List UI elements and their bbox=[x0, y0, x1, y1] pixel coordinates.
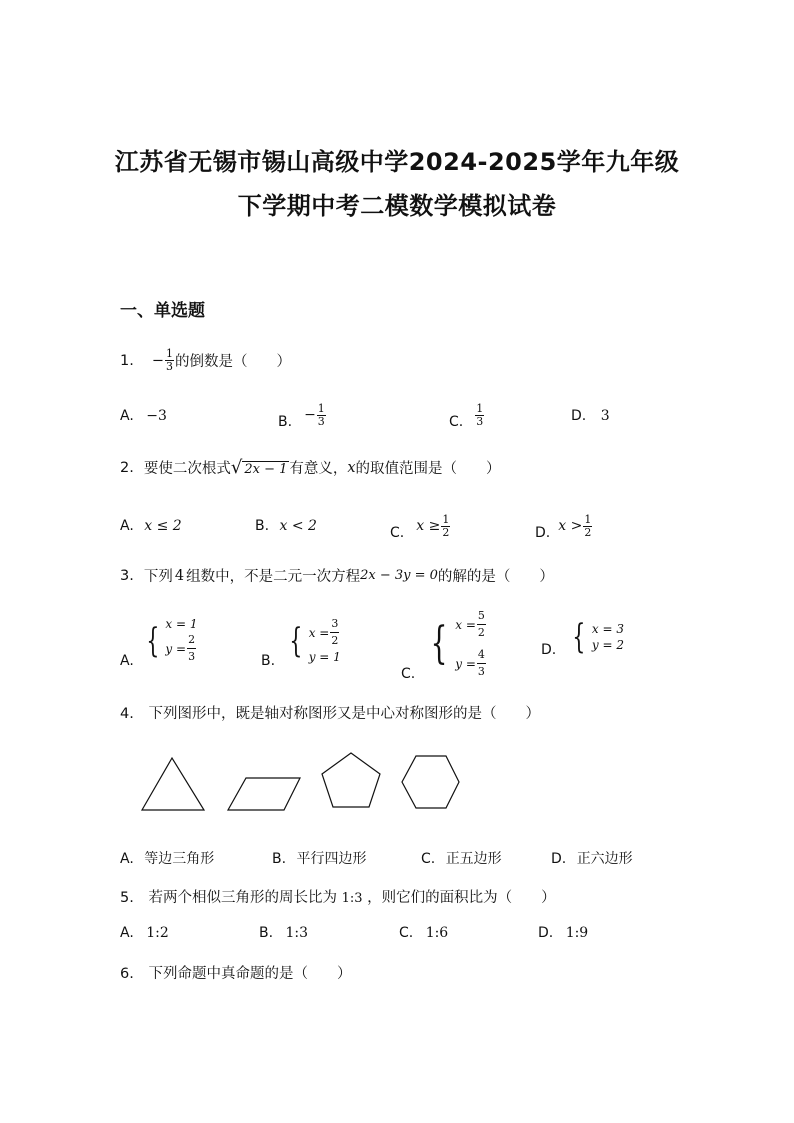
option-value: 1:3 bbox=[285, 925, 309, 941]
system-line bbox=[165, 632, 197, 665]
option-label: C. bbox=[421, 851, 436, 867]
fraction-numerator: 1 bbox=[584, 512, 592, 526]
math-fraction bbox=[317, 403, 326, 428]
math-variable: x bbox=[347, 459, 356, 476]
equation-system bbox=[568, 617, 624, 657]
system-lines bbox=[592, 621, 624, 653]
q4-option-d bbox=[551, 848, 633, 868]
option-value: x ≤ 2 bbox=[144, 518, 182, 534]
q2-option-d bbox=[535, 511, 593, 541]
fraction-denominator: 3 bbox=[188, 650, 196, 663]
q5-option-d bbox=[538, 925, 588, 941]
question-text: 若两个相似三角形的周长比为 bbox=[148, 890, 337, 906]
math-fraction bbox=[583, 514, 592, 539]
q5-option-a bbox=[120, 925, 169, 941]
question-number: 5. bbox=[120, 890, 134, 906]
q1-option-c bbox=[449, 400, 485, 430]
fraction-numerator: 3 bbox=[330, 616, 339, 633]
shapes-figure bbox=[120, 748, 480, 818]
system-line bbox=[455, 647, 487, 680]
triangle-icon bbox=[142, 758, 204, 810]
option-label: C. bbox=[449, 414, 464, 430]
fraction-denominator: 3 bbox=[166, 360, 173, 373]
question-6 bbox=[120, 962, 351, 983]
question-3 bbox=[120, 565, 554, 586]
q4-option-a bbox=[120, 848, 214, 868]
math-number: 4 bbox=[174, 567, 185, 584]
question-5 bbox=[120, 886, 556, 907]
option-value: 1:2 bbox=[146, 925, 169, 941]
option-value: 正六边形 bbox=[576, 851, 633, 867]
radicand: 2x − 1 bbox=[244, 461, 288, 477]
equation-system bbox=[285, 616, 341, 665]
question-number: 6. bbox=[120, 966, 134, 982]
q1-option-b bbox=[278, 400, 327, 430]
option-label: D. bbox=[538, 925, 554, 941]
fraction-denominator: 2 bbox=[442, 525, 450, 539]
fraction-numerator: 1 bbox=[317, 401, 325, 415]
option-value: 等边三角形 bbox=[144, 851, 215, 867]
system-lines bbox=[309, 616, 341, 665]
q5-option-c bbox=[399, 925, 448, 941]
math-sign: − bbox=[151, 352, 164, 369]
fraction-denominator: 3 bbox=[476, 414, 484, 428]
fraction-numerator: 1 bbox=[476, 401, 484, 415]
option-value: x > bbox=[558, 518, 583, 534]
fraction-numerator: 5 bbox=[477, 608, 486, 625]
fraction-numerator: 4 bbox=[477, 647, 486, 664]
page-title-line2: 下学期中考二模数学模拟试卷 bbox=[237, 192, 557, 220]
system-line-prefix: y = bbox=[455, 656, 476, 671]
q3-option-a bbox=[120, 616, 198, 669]
q5-option-b bbox=[259, 925, 308, 941]
option-label: B. bbox=[278, 414, 293, 430]
system-line: x = 1 bbox=[165, 617, 198, 631]
q3-option-d bbox=[541, 617, 624, 658]
question-text: 下列图形中，既是轴对称图形又是中心对称图形的是（ ） bbox=[148, 706, 540, 722]
question-text: 的解的是（ ） bbox=[437, 569, 554, 585]
option-value: 正五边形 bbox=[445, 851, 502, 867]
math-fraction bbox=[477, 647, 486, 680]
question-number: 2. bbox=[120, 459, 134, 476]
system-line-prefix: x = bbox=[455, 617, 476, 632]
system-lines bbox=[165, 616, 197, 665]
question-number: 4. bbox=[120, 706, 134, 722]
q1-option-a bbox=[120, 408, 167, 424]
q3-option-b bbox=[261, 616, 341, 669]
q2-option-b bbox=[255, 518, 317, 534]
option-label: C. bbox=[401, 666, 416, 682]
option-label: B. bbox=[261, 653, 276, 669]
pentagon-icon bbox=[322, 753, 380, 807]
equation-system bbox=[142, 616, 198, 665]
option-value: 1:9 bbox=[565, 925, 589, 941]
option-label: A. bbox=[120, 851, 134, 867]
math-fraction bbox=[441, 514, 450, 539]
option-label: D. bbox=[541, 642, 557, 658]
fraction-denominator: 2 bbox=[584, 525, 592, 539]
math-ratio: 1:3 bbox=[341, 891, 363, 906]
fraction-denominator: 2 bbox=[331, 634, 339, 647]
q4-option-c bbox=[421, 848, 502, 868]
system-line bbox=[309, 616, 341, 649]
math-fraction bbox=[475, 403, 484, 428]
question-1 bbox=[120, 348, 291, 373]
parallelogram-icon bbox=[228, 778, 300, 810]
option-label: A. bbox=[120, 518, 134, 534]
system-line: y = 1 bbox=[308, 650, 341, 664]
fraction-numerator: 1 bbox=[166, 347, 173, 360]
option-value: −3 bbox=[146, 408, 167, 424]
question-number: 3. bbox=[120, 567, 134, 584]
option-label: D. bbox=[535, 525, 551, 541]
fraction-numerator: 1 bbox=[442, 512, 450, 526]
math-sign: − bbox=[304, 407, 316, 423]
question-text: 的取值范围是（ ） bbox=[355, 461, 501, 477]
math-equation: 2x − 3y = 0 bbox=[360, 568, 438, 583]
math-fraction bbox=[187, 632, 196, 665]
q2-option-a bbox=[120, 518, 182, 534]
fraction-denominator: 2 bbox=[477, 626, 485, 639]
math-fraction bbox=[330, 616, 339, 649]
page-title-line1: 江苏省无锡市锡山高级中学2024-2025学年九年级 bbox=[114, 148, 680, 176]
question-4 bbox=[120, 702, 540, 723]
system-line: y = 2 bbox=[591, 638, 624, 652]
hexagon-icon bbox=[402, 756, 459, 808]
option-label: D. bbox=[551, 851, 567, 867]
question-text: 下列命题中真命题的是（ ） bbox=[148, 966, 352, 982]
option-value: 平行四边形 bbox=[296, 851, 367, 867]
option-label: A. bbox=[120, 408, 134, 424]
system-line-prefix: y = bbox=[165, 641, 187, 656]
q2-option-c bbox=[390, 511, 451, 541]
option-label: A. bbox=[120, 925, 134, 941]
system-line: x = 3 bbox=[591, 622, 624, 636]
option-value: 1:6 bbox=[425, 925, 449, 941]
fraction-denominator: 3 bbox=[317, 414, 325, 428]
option-value: x ≥ bbox=[416, 518, 441, 534]
option-value: x < 2 bbox=[279, 518, 317, 534]
system-line-prefix: x = bbox=[308, 625, 330, 640]
math-fraction bbox=[477, 608, 486, 641]
system-lines bbox=[455, 608, 487, 680]
question-text: 的倒数是（ ） bbox=[175, 354, 291, 370]
option-label: B. bbox=[255, 518, 270, 534]
question-number: 1. bbox=[120, 352, 134, 369]
system-line bbox=[455, 608, 487, 641]
question-text: ，则它们的面积比为（ ） bbox=[367, 890, 556, 906]
question-text: 下列 bbox=[143, 569, 173, 585]
option-label: B. bbox=[259, 925, 274, 941]
fraction-denominator: 3 bbox=[477, 665, 485, 678]
option-label: D. bbox=[571, 408, 587, 424]
question-text: 有意义， bbox=[289, 461, 348, 477]
brace-icon: { bbox=[289, 620, 303, 661]
q4-option-b bbox=[272, 848, 367, 868]
equation-system bbox=[425, 608, 487, 680]
option-label: C. bbox=[399, 925, 414, 941]
option-label: A. bbox=[120, 653, 134, 669]
square-root bbox=[230, 456, 290, 478]
brace-icon: { bbox=[146, 620, 160, 661]
question-text: 要使二次根式 bbox=[143, 461, 231, 477]
brace-icon: { bbox=[430, 618, 448, 669]
radical-sign: √ bbox=[230, 456, 243, 478]
q1-option-d bbox=[571, 408, 610, 424]
question-2 bbox=[120, 457, 501, 478]
option-value: 3 bbox=[600, 408, 610, 424]
fraction-numerator: 2 bbox=[187, 632, 196, 649]
math-fraction bbox=[165, 348, 174, 373]
brace-icon: { bbox=[572, 617, 586, 657]
question-text: 组数中，不是二元一次方程 bbox=[186, 569, 361, 585]
option-label: B. bbox=[272, 851, 287, 867]
option-label: C. bbox=[390, 525, 405, 541]
q3-option-c bbox=[401, 608, 487, 682]
section-heading: 一、单选题 bbox=[120, 301, 205, 321]
